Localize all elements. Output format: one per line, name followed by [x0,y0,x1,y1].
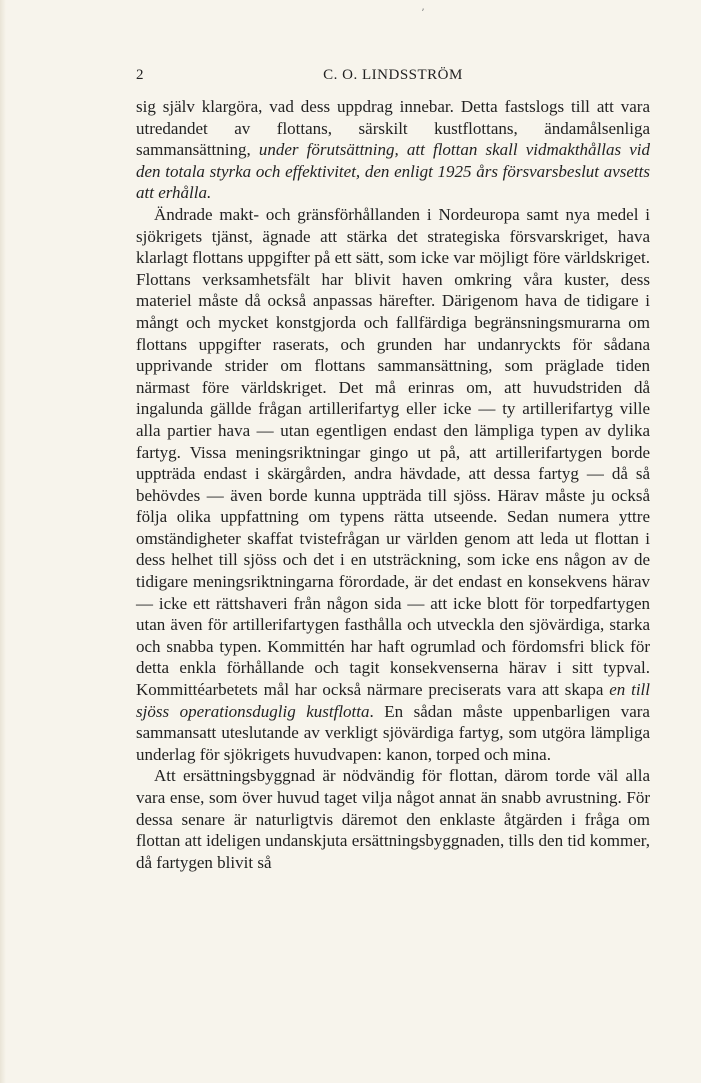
paragraph-2-italic: en till sjöss operationsduglig kustflotta [136,680,650,721]
paragraph-1-italic: under förutsättning, att flottan skall vidmakthållas vid den totala styrka och effektivitet, den enligt 1925 års försvarsbeslut avsetts att erhålla. [136,140,651,203]
paragraph-3: Att ersättningsbyggnad är nödvändig för flottan, därom torde väl alla vara ense, som över huvud taget vilja något annat än snabb avrustning. För dessa senare är naturligtvis däremot den enklaste åtgärden i fråga om flottan att ideligen undanskjuta ersättningsbyggnaden, tills den tid kommer, då fartygen blivit så [136,766,650,872]
stray-mark-icon: ʼ [421,8,425,19]
paragraph-1-text: sig själv klargöra, vad dess uppdrag innebar. Detta fastslogs till att vara utredandet av flottans, särskilt kustflottans, ändamålsenliga sammansättning, [136,97,650,160]
page-number: 2 [136,67,144,83]
paragraph-1 [136,96,650,204]
running-head: C. O. LINDSSTRÖM [323,67,463,83]
page-header [136,64,650,88]
paragraph-2-text-end: . En sådan måste uppenbarligen vara sammansatt uteslutande av verkligt sjövärdiga fartyg, som utgöra lämpliga underlag för sjökrigets huvudvapen: kanon, torped och mina. [136,701,650,764]
body-text [136,96,650,873]
paragraph-2 [136,204,650,765]
paragraph-2-text: Ändrade makt- och gränsförhållanden i Nordeuropa samt nya medel i sjökrigets tjänst, ägnade att stärka det strategiska försvarskriget, hava klarlagt flottans uppgifter på ett sätt, som icke var möjligt före världskriget. Flottans verksamhetsfält har blivit haven omkring våra kuster, dess materiel måste då också anpassas härefter. Därigenom hava de tidigare i mångt och mycket konstgjorda och fallfärdiga begränsningsmurarna om flottans uppgifter raserats, och grunden har undanryckts för sådana upprivande strider om flottans sammansättning, som präglade tiden närmast före världskriget. Det må erinras om, att huvudstriden då ingalunda gällde frågan artillerifartyg eller icke — ty artillerifartyg ville alla partier hava — utan egentligen endast den lämpliga typen av dylika fartyg. Vissa meningsriktningar gingo ut på, att artillerifartygen borde uppträda endast i skärgården, andra hävdade, att dessa fartyg — då så behövdes — även borde kunna uppträda till sjöss. Härav måste ju också följa olika uppfattning om typens rätta utseende. Sedan numera yttre omständigheter skaffat tvistefrågan ur världen genom att leda ut flottan i dess helhet till sjöss och det i en utsträckning, som icke ens någon av de tidigare meningsriktningarna förordade, är det endast en konsekvens härav — icke ett rättshaveri från någon sida — att icke blott för torpedfartygen utan även för artillerifartygen fasthålla och utveckla den sjövärdiga, starka och snabba typen. Kommittén har haft ogrumlad och fördomsfri blick för detta enkla förhållande och tagit konsekvenserna härav i sitt typval. Kommittéarbetets mål har också närmare preciserats vara att skapa [136,204,650,700]
